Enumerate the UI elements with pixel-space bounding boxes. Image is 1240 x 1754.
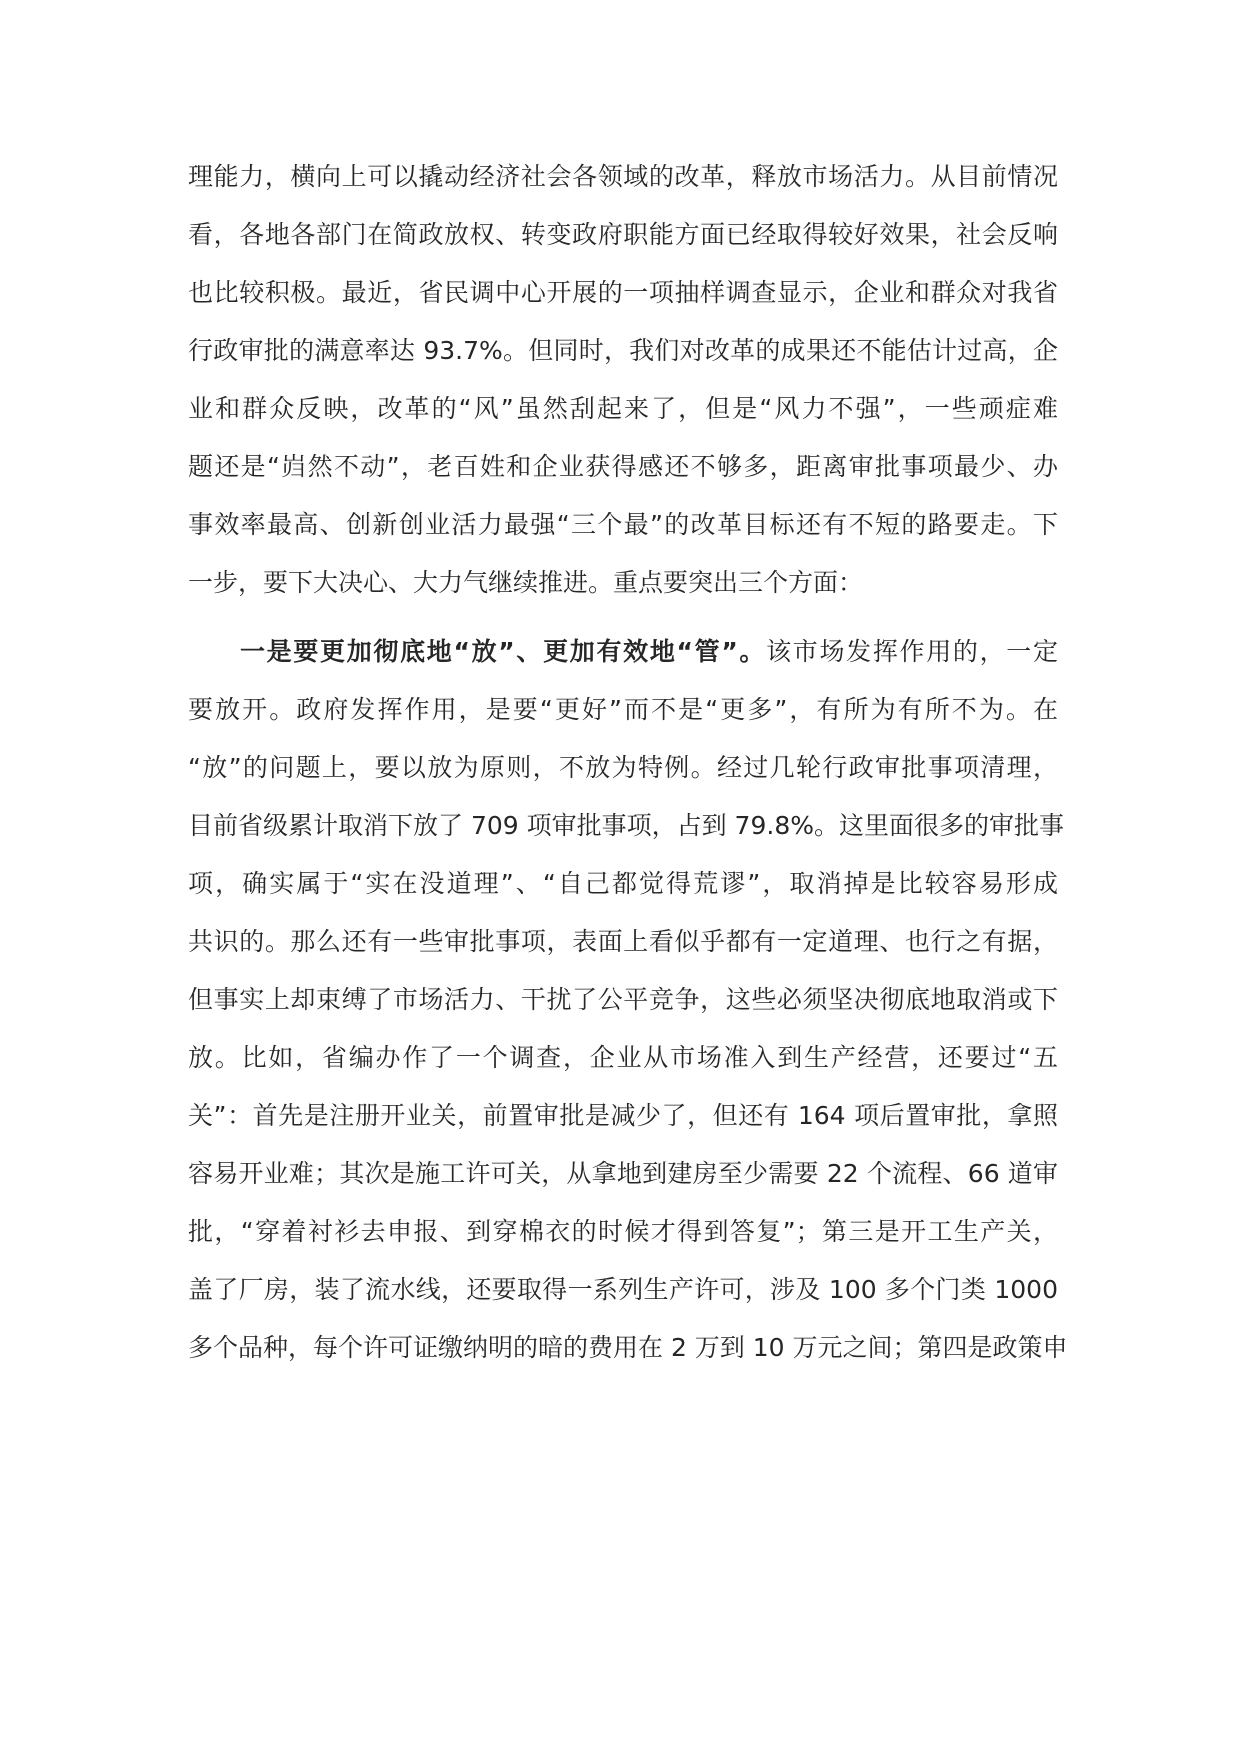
paragraph-line: 看，各地各部门在简政放权、转变政府职能方面已经取得较好效果，社会反响 (188, 220, 1058, 249)
paragraph-line: 一步，要下大决心、大力气继续推进。重点要突出三个方面： (188, 568, 864, 597)
paragraph-line: 盖了厂房，装了流水线，还要取得一系列生产许可，涉及 100 多个门类 1000 (188, 1275, 1058, 1304)
paragraph-line: 批，“穿着衬衫去申报、到穿棉衣的时候才得到答复”；第三是开工生产关， (188, 1217, 1058, 1246)
paragraph-line: 理能力，横向上可以撬动经济社会各领域的改革，释放市场活力。从目前情况 (188, 162, 1058, 191)
bold-lead: 一是要更加彻底地“放”、更加有效地“管”。 (240, 637, 767, 666)
paragraph-line: 事效率最高、创新创业活力最强“三个最”的改革目标还有不短的路要走。下 (188, 510, 1058, 539)
paragraph-line: 题还是“岿然不动”，老百姓和企业获得感还不够多，距离审批事项最少、办 (188, 452, 1058, 481)
paragraph-line: “放”的问题上，要以放为原则，不放为特例。经过几轮行政审批事项清理， (188, 753, 1058, 782)
paragraph-line: 项，确实属于“实在没道理”、“自己都觉得荒谬”，取消掉是比较容易形成 (188, 869, 1058, 898)
paragraph-line: 放。比如，省编办作了一个调查，企业从市场准入到生产经营，还要过“五 (188, 1043, 1058, 1072)
paragraph-line: 容易开业难；其次是施工许可关，从拿地到建房至少需要 22 个流程、66 道审 (188, 1159, 1058, 1188)
paragraph-line: 要放开。政府发挥作用，是要“更好”而不是“更多”，有所为有所不为。在 (188, 695, 1058, 724)
first-line-rest: 该市场发挥作用的，一定 (766, 637, 1058, 666)
paragraph-line: 目前省级累计取消下放了 709 项审批事项，占到 79.8%。这里面很多的审批事 (188, 811, 1064, 840)
paragraph-line: 业和群众反映，改革的“风”虽然刮起来了，但是“风力不强”，一些顽症难 (188, 394, 1058, 423)
paragraph-line: 但事实上却束缚了市场活力、干扰了公平竞争，这些必须坚决彻底地取消或下 (188, 985, 1058, 1014)
paragraph-line: 行政审批的满意率达 93.7%。但同时，我们对改革的成果还不能估计过高，企 (188, 336, 1058, 365)
paragraph-line: 多个品种，每个许可证缴纳明的暗的费用在 2 万到 10 万元之间；第四是政策申 (188, 1333, 1068, 1362)
paragraph-line: 关”：首先是注册开业关，前置审批是减少了，但还有 164 项后置审批，拿照 (188, 1101, 1058, 1130)
paragraph-line: 也比较积极。最近，省民调中心开展的一项抽样调查显示，企业和群众对我省 (188, 278, 1058, 307)
paragraph-line: 共识的。那么还有一些审批事项，表面上看似乎都有一定道理、也行之有据， (188, 927, 1058, 956)
paragraph-first-line (240, 635, 1058, 669)
